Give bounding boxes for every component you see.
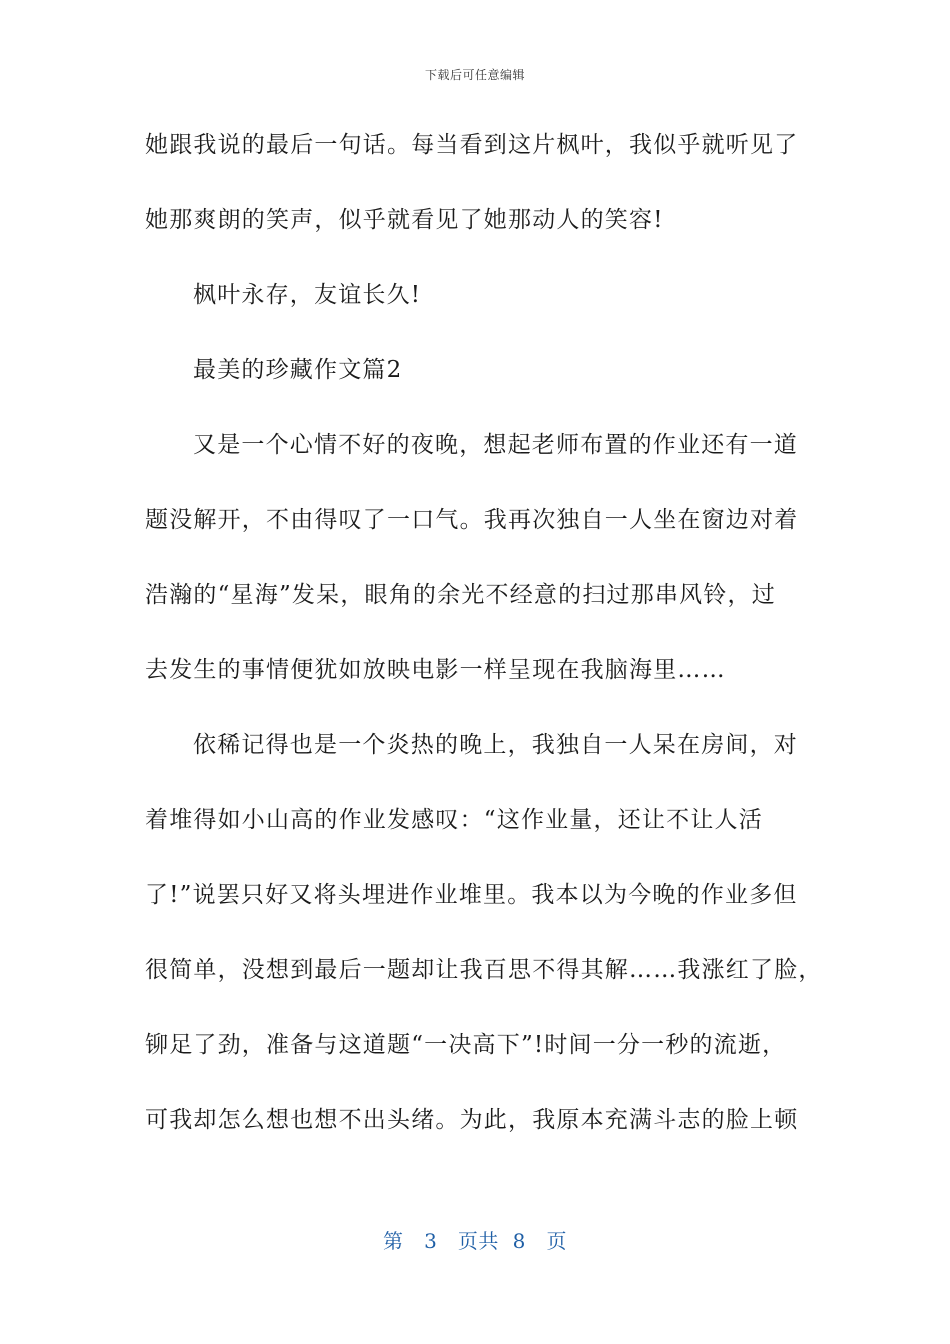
text-line: 浩瀚的“星海”发呆，眼角的余光不经意的扫过那串风铃，过 [145, 582, 776, 608]
text-line: 枫叶永存，友谊长久! [193, 282, 422, 308]
footer-suffix: 页 [546, 1229, 567, 1253]
text-line: 题没解开，不由得叹了一口气。我再次独自一人坐在窗边对着 [145, 507, 799, 533]
footer-prefix: 第 [383, 1229, 404, 1253]
text-line: 又是一个心情不好的夜晚，想起老师布置的作业还有一道 [193, 432, 798, 458]
text-line: 很简单，没想到最后一题却让我百思不得其解……我涨红了脸， [145, 957, 823, 983]
page-footer [0, 1225, 950, 1254]
text-line: 着堆得如小山高的作业发感叹：“这作业量，还让不让人活 [145, 807, 763, 833]
text-line: 依稀记得也是一个炎热的晚上，我独自一人呆在房间，对 [193, 732, 798, 758]
page-header-note: 下载后可任意编辑 [424, 68, 525, 82]
text-line: 了!”说罢只好又将头埋进作业堆里。我本以为今晚的作业多但 [145, 882, 798, 908]
text-line: 铆足了劲，准备与这道题“一决高下”!时间一分一秒的流逝， [145, 1032, 787, 1058]
footer-middle: 页共 [457, 1229, 499, 1253]
document-body [145, 122, 825, 1172]
section-heading: 最美的珍藏作文篇2 [193, 357, 403, 383]
text-line: 可我却怎么想也想不出头绪。为此，我原本充满斗志的脸上顿 [145, 1107, 799, 1133]
current-page-number: 3 [424, 1229, 438, 1253]
text-line: 她跟我说的最后一句话。每当看到这片枫叶，我似乎就听见了 [145, 132, 799, 158]
total-pages-number: 8 [512, 1229, 526, 1253]
text-line: 去发生的事情便犹如放映电影一样呈现在我脑海里…… [145, 657, 726, 683]
text-line: 她那爽朗的笑声，似乎就看见了她那动人的笑容! [145, 207, 664, 233]
